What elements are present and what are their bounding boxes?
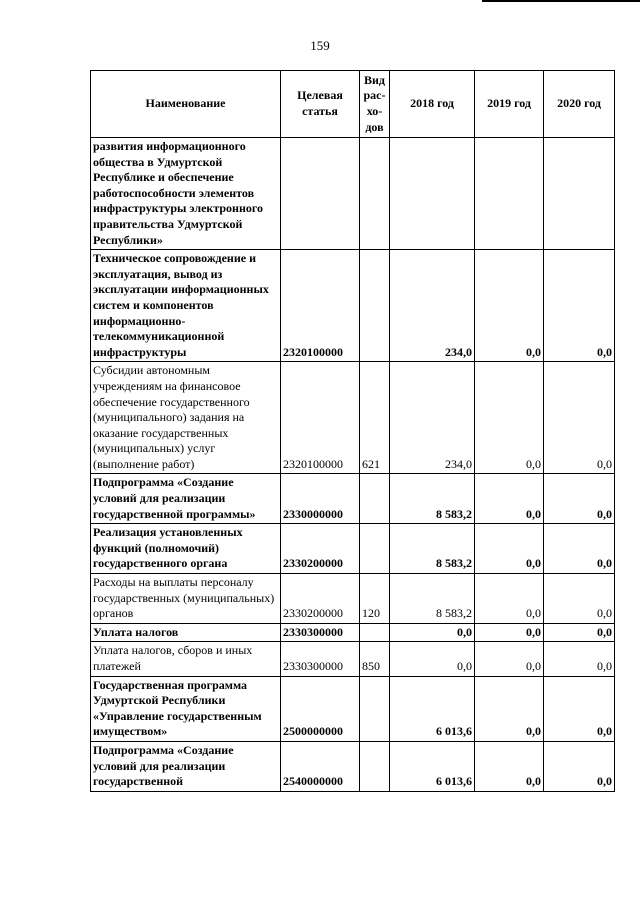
row-kind [360, 741, 390, 791]
row-code: 2330300000 [281, 623, 360, 642]
row-2020: 0,0 [544, 524, 615, 574]
row-2018: 8 583,2 [390, 574, 475, 624]
row-2020: 0,0 [544, 250, 615, 362]
row-name: Подпрограмма «Создание условий для реализации государственной программы» [91, 474, 281, 524]
row-name: Уплата налогов, сборов и иных платежей [91, 642, 281, 676]
row-2018: 6 013,6 [390, 676, 475, 741]
row-code: 2330000000 [281, 474, 360, 524]
row-2019: 0,0 [475, 524, 544, 574]
row-kind: 621 [360, 362, 390, 474]
row-2019: 0,0 [475, 362, 544, 474]
row-2018: 6 013,6 [390, 741, 475, 791]
row-name: Уплата налогов [91, 623, 281, 642]
table-row [91, 138, 615, 250]
row-kind [360, 623, 390, 642]
header-2020: 2020 год [544, 71, 615, 138]
row-2020: 0,0 [544, 474, 615, 524]
row-name: развития информационного общества в Удмуртской Республике и обеспечение работоспособности элементов инфраструктуры электронного правительства Удмуртской Республики» [91, 138, 281, 250]
row-2019: 0,0 [475, 676, 544, 741]
row-code [281, 138, 360, 250]
row-kind [360, 676, 390, 741]
row-code: 2500000000 [281, 676, 360, 741]
row-2019: 0,0 [475, 574, 544, 624]
row-2018: 234,0 [390, 250, 475, 362]
row-2018: 8 583,2 [390, 474, 475, 524]
row-name: Расходы на выплаты персоналу государственных (муниципальных) органов [91, 574, 281, 624]
row-2018: 234,0 [390, 362, 475, 474]
row-kind: 850 [360, 642, 390, 676]
header-expense-type: Вид рас-хо-дов [360, 71, 390, 138]
row-2018: 8 583,2 [390, 524, 475, 574]
header-2019: 2019 год [475, 71, 544, 138]
header-target-article: Целевая статья [281, 71, 360, 138]
row-code: 2540000000 [281, 741, 360, 791]
row-2019: 0,0 [475, 741, 544, 791]
table-header-row [91, 71, 615, 138]
table-row [91, 474, 615, 524]
row-name: Реализация установленных функций (полномочий) государственного органа [91, 524, 281, 574]
table-row [91, 524, 615, 574]
row-2020: 0,0 [544, 574, 615, 624]
table-row [91, 574, 615, 624]
table-row [91, 741, 615, 791]
row-code: 2330200000 [281, 574, 360, 624]
row-2020: 0,0 [544, 741, 615, 791]
header-name: Наименование [91, 71, 281, 138]
row-code: 2330300000 [281, 642, 360, 676]
row-kind [360, 524, 390, 574]
row-2020 [544, 138, 615, 250]
row-kind [360, 474, 390, 524]
row-2019: 0,0 [475, 642, 544, 676]
table-row [91, 642, 615, 676]
row-2020: 0,0 [544, 623, 615, 642]
row-name: Государственная программа Удмуртской Республики «Управление государственным имуществом» [91, 676, 281, 741]
row-2020: 0,0 [544, 362, 615, 474]
budget-table [90, 70, 615, 792]
row-2019 [475, 138, 544, 250]
row-2020: 0,0 [544, 642, 615, 676]
row-2020: 0,0 [544, 676, 615, 741]
header-2018: 2018 год [390, 71, 475, 138]
row-2018: 0,0 [390, 642, 475, 676]
table-row [91, 362, 615, 474]
top-edge-rule [482, 0, 640, 2]
row-2018 [390, 138, 475, 250]
row-code: 2330200000 [281, 524, 360, 574]
table-row [91, 676, 615, 741]
table-row [91, 623, 615, 642]
page-number: 159 [310, 38, 330, 53]
row-name: Подпрограмма «Создание условий для реализации государственной [91, 741, 281, 791]
row-name: Техническое сопровождение и эксплуатация, вывод из эксплуатации информационных систем и компонентов информационно-телекоммуникационной инфраструктуры [91, 250, 281, 362]
row-2019: 0,0 [475, 623, 544, 642]
row-2019: 0,0 [475, 474, 544, 524]
row-kind [360, 250, 390, 362]
row-2018: 0,0 [390, 623, 475, 642]
row-code: 2320100000 [281, 250, 360, 362]
row-name: Субсидии автономным учреждениям на финансовое обеспечение государственного (муниципального) задания на оказание государственных (муниципальных) услуг (выполнение работ) [91, 362, 281, 474]
table-row [91, 250, 615, 362]
row-code: 2320100000 [281, 362, 360, 474]
row-2019: 0,0 [475, 250, 544, 362]
row-kind [360, 138, 390, 250]
row-kind: 120 [360, 574, 390, 624]
